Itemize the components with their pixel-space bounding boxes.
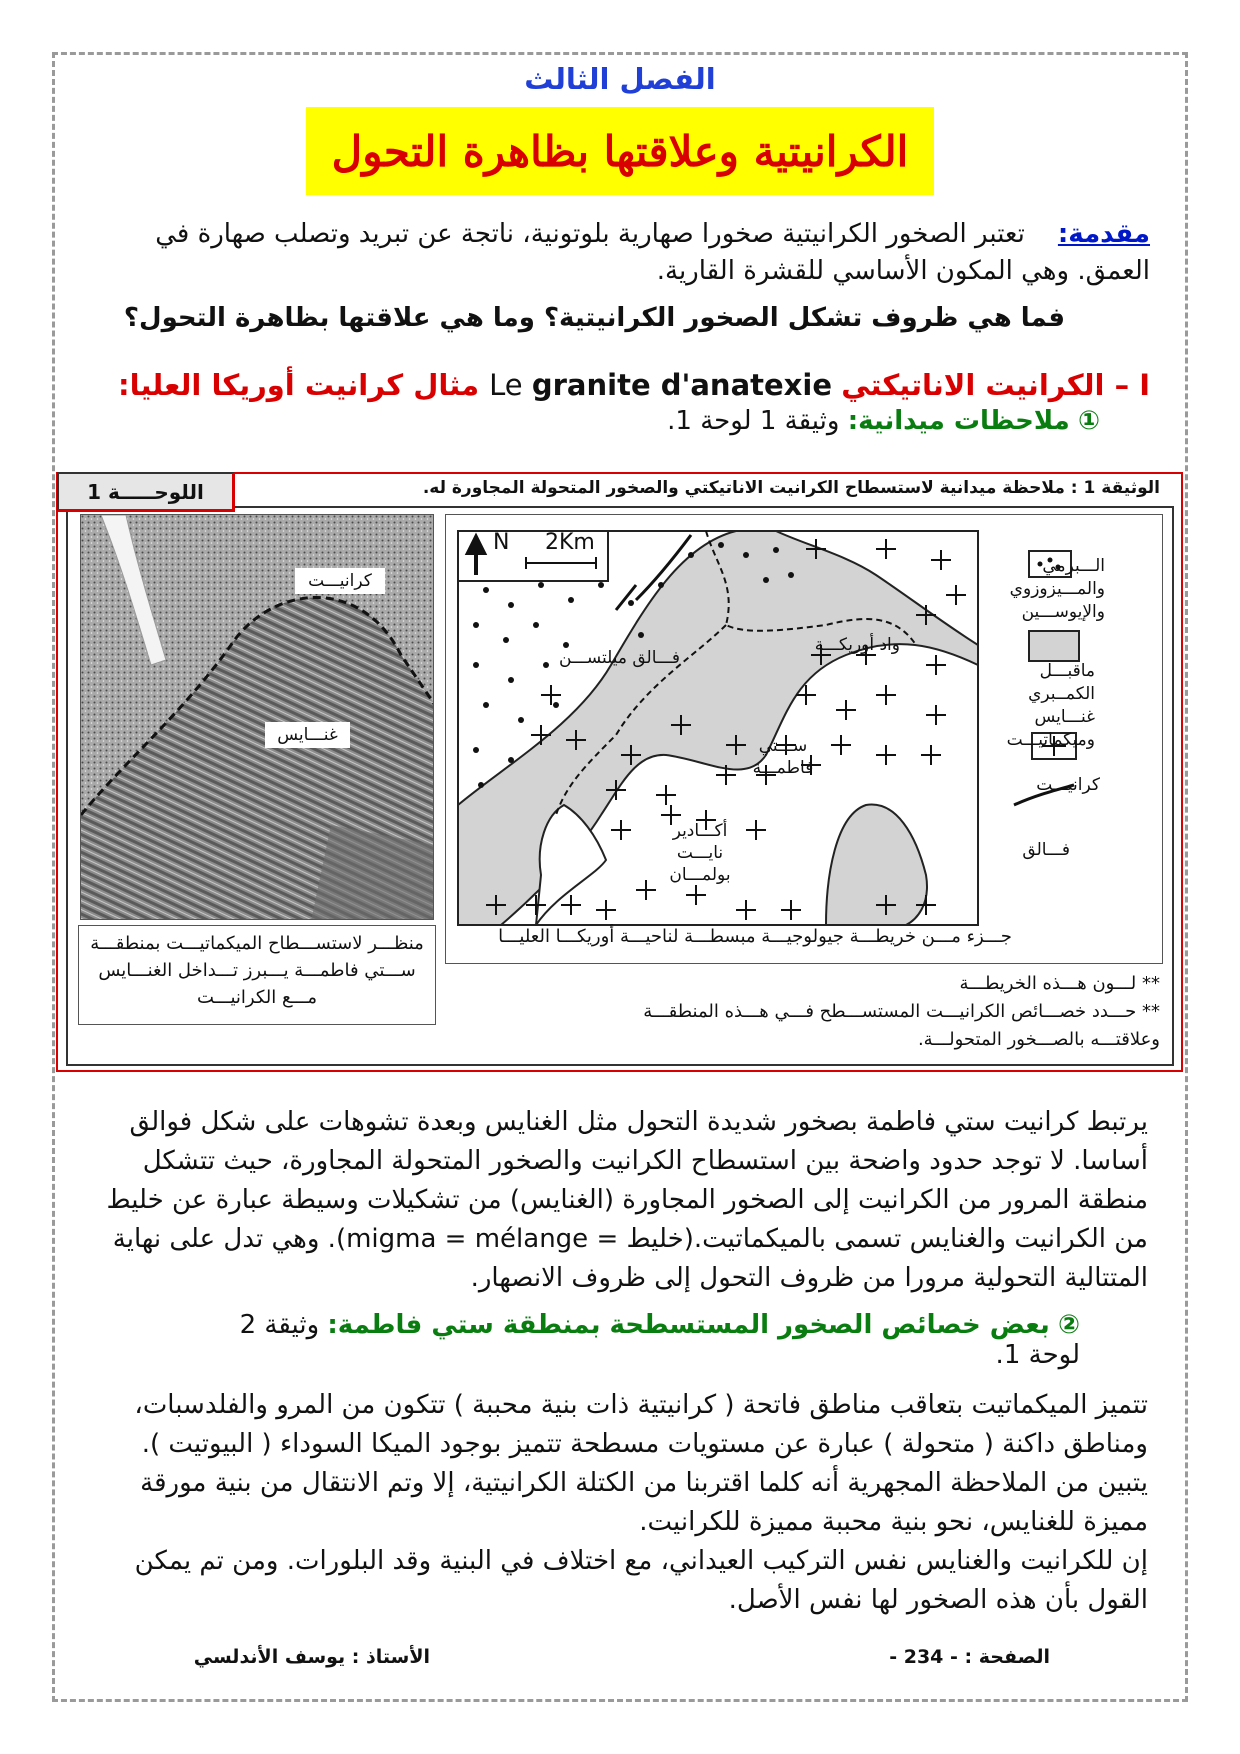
subsection-1 (120, 406, 1100, 436)
paragraph-2 (88, 1386, 1148, 1620)
photo-label-granite: كرانيـــت (295, 568, 385, 594)
map-question-1: ** لـــون هـــذه الخريطـــة (959, 973, 1160, 994)
map-north: N (493, 530, 510, 555)
section-1-le: Le (489, 368, 842, 402)
legend-fault-label: فـــالق (1022, 840, 1070, 860)
intro-question: فما هي ظروف تشكل الصخور الكرانيتية؟ وما هي علاقتها بظاهرة التحول؟ (123, 303, 1065, 333)
subsection-1-marker: ① (1077, 406, 1100, 436)
map-caption: جـــزء مـــن خريطـــة جيولوجيـــة مبسطـــة لناحيـــة أوريكـــا العليـــا (498, 926, 1012, 947)
map-wadi-label: واد أوريكـــة (814, 635, 900, 655)
plate-tab: اللوحـــــة 1 (57, 472, 235, 512)
subsection-2-marker: ② (1057, 1310, 1080, 1340)
subsection-2-ref: وثيقة 2 لوحة 1. (239, 1310, 1080, 1370)
intro-paragraph (105, 216, 1150, 290)
map-scale: 2Km (545, 530, 595, 555)
map-questions (600, 970, 1160, 1054)
page-title: الكرانيتية وعلاقتها بظاهرة التحول (331, 126, 909, 176)
paragraph-1: يرتبط كرانيت ستي فاطمة بصخور شديدة التحول مثل الغنايس وبعدة تشوهات على شكل فوالق أساسا. لا توجد حدود واضحة بين استسطاح الكرانيت والصخور المتحولة المجاورة، حيث تتشكل منطقة المرور من الكرانيت إلى الصخور المجاورة (الغنايس) من تشكيلات وسيطة عبارة عن خليط من الكرانيت والغنايس تسمى بالميكماتيت.(خليط = migma = mélange). وهي تدل على نهاية المتتالية التحولية مرورا من ظروف التحول إلى ظروف الانصهار. (106, 1107, 1148, 1293)
footer-author: الأستاذ : يوسف الأندلسي (193, 1646, 430, 1668)
paragraph-2-line-3: إن للكرانيت والغنايس نفس التركيب العيداني، مع اختلاف في البنية وقد البلورات. ومن تم يمكن القول بأن هذه الصخور لها نفس الأصل. (134, 1546, 1148, 1615)
legend-granite-label: كرانيـــت (1036, 775, 1100, 795)
paragraph-2-line-2: يتبين من الملاحظة المجهرية أنه كلما اقتربنا من الكتلة الكرانيتية، إلا وتم الانتقال من بنية مورقة مميزة للغنايس، نحو بنية محببة مميزة للكرانيت. (140, 1468, 1148, 1537)
photo-caption: منظـــر لاستســـطاح الميكماتيـــت بمنطقـــة ســـتي فاطمـــة يـــبرز تـــداخل الغنـــايس مـــع الكرانيـــت (78, 925, 436, 1025)
subsection-2-label: بعض خصائص الصخور المستسطحة بمنطقة ستي فاطمة: (327, 1310, 1050, 1340)
intro-label: مقدمة: (1057, 219, 1150, 249)
photo-label-gneiss: غنـــايس (265, 722, 350, 748)
paragraph-2-line-1: تتميز الميكماتيت بتعاقب مناطق فاتحة ( كرانيتية ذات بنية محببة ) تتكون من المرو والفلدسبات، ومناطق داكنة ( متحولة ) عبارة عن مستويات مسطحة تتميز بوجود الميكا السوداء ( البيوتيت ). (134, 1390, 1148, 1459)
intro-text: تعتبر الصخور الكرانيتية صخورا صهارية بلوتونية، ناتجة عن تبريد وتصلب صهارة في العمق. وهي المكون الأساسي للقشرة القارية. (155, 219, 1150, 286)
legend-permian-label: الـــبرمي والمـــيزوزوي والإيوســـين (1009, 556, 1105, 622)
map-sti-fatma-label: ســـتي فاطمـــة (752, 736, 814, 778)
document-1-caption: الوثيقة 1 : ملاحظة ميدانية لاستسطاح الكرانيت الاناتيكتي والصخور المتحولة المجاورة له. (422, 478, 1160, 498)
subsection-2 (200, 1310, 1080, 1370)
footer-page-number: الصفحة : - 234 - (889, 1646, 1050, 1668)
legend-precambrian-label: ماقبـــل الكمــبري غنـــايس وميكماتيـــت (1006, 661, 1095, 750)
chapter-heading: الفصل الثالث (524, 62, 716, 96)
map-question-2: ** حـــدد خصـــائص الكرانيـــت المستســـطح فـــي هـــذه المنطقـــة وعلاقتـــه بالصـــخور المتحولـــة. (643, 1001, 1160, 1050)
map-fault-label: فـــالق ميلتســـن (558, 648, 680, 668)
subsection-1-ref: وثيقة 1 لوحة 1. (667, 406, 848, 436)
legend-gneiss-box (1029, 631, 1079, 661)
section-1-numeral: I – (1104, 368, 1150, 402)
subsection-1-label: ملاحظات ميدانية: (847, 406, 1070, 436)
map-agadir-label: أكـــادير نايـــت بولمـــان (669, 821, 731, 885)
section-1-title-ar: الكرانيت الاناتيكتي (841, 368, 1105, 402)
section-1-title-fr: granite d'anatexie (531, 368, 832, 402)
section-1-example: مثال كرانيت أوريكا العليا: (117, 368, 490, 402)
title-banner (306, 107, 934, 195)
section-1-heading (80, 368, 1150, 402)
